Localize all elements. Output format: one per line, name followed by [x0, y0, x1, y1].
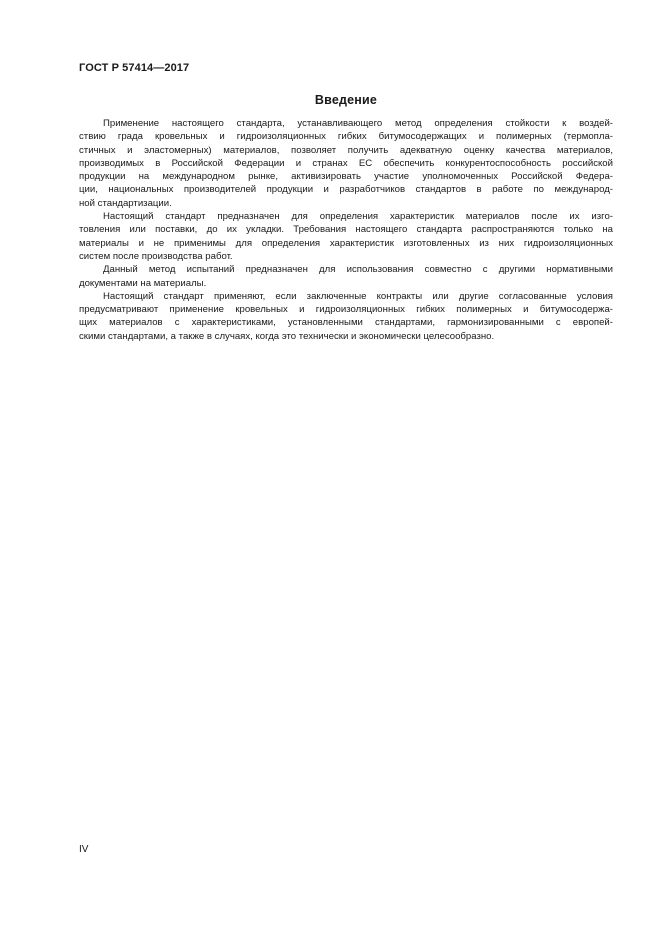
text-line: товления или поставки, до их укладки. Требования настоящего стандарта распространяются только на: [79, 224, 613, 236]
paragraph-2: [79, 210, 613, 263]
paragraph-4: [79, 290, 613, 343]
text-line: продукции на международном рынке, активизировать участие уполномоченных Российской Федера-: [79, 171, 613, 183]
text-line: Настоящий стандарт предназначен для определения характеристик материалов после их изго-: [103, 211, 613, 223]
text-line: стичных и эластомерных) материалов, позволяет получить адекватную оценку качества материалов,: [79, 144, 613, 156]
text-line: систем после производства работ.: [79, 250, 233, 262]
text-line: документами на материалы.: [79, 277, 207, 289]
text-line: ной стандартизации.: [79, 197, 172, 209]
text-line: ции, национальных производителей продукции и разработчиков стандартов в работе по международ-: [79, 184, 613, 196]
paragraph-3: [79, 263, 613, 290]
text-line: Данный метод испытаний предназначен для использования совместно с другими нормативными: [103, 264, 613, 276]
standard-code-header: ГОСТ Р 57414—2017: [79, 62, 190, 74]
text-line: скими стандартами, а также в случаях, когда это технически и экономически целесообразно.: [79, 330, 495, 342]
section-title: Введение: [314, 93, 378, 107]
text-line: производимых в Российской Федерации и странах ЕС обеспечить конкурентоспособность российской: [79, 157, 613, 169]
text-line: ствию града кровельных и гидроизоляционных гибких битумосодержащих и полимерных (термопла-: [79, 131, 613, 143]
page-number: IV: [79, 844, 89, 855]
text-line: щих материалов с характеристиками, установленными стандартами, гармонизированными с европей-: [79, 317, 613, 329]
text-line: материалы и не применимы для определения характеристик изготовленных из них гидроизоляционных: [79, 237, 613, 249]
text-line: предусматривают применение кровельных и гидроизоляционных гибких полимерных и битумосодержа-: [79, 304, 613, 316]
text-line: Настоящий стандарт применяют, если заключенные контракты или другие согласованные условия: [103, 290, 613, 302]
body-text: [79, 117, 613, 343]
text-line: Применение настоящего стандарта, устанавливающего метод определения стойкости к воздей-: [103, 118, 613, 129]
paragraph-1: [79, 117, 613, 210]
